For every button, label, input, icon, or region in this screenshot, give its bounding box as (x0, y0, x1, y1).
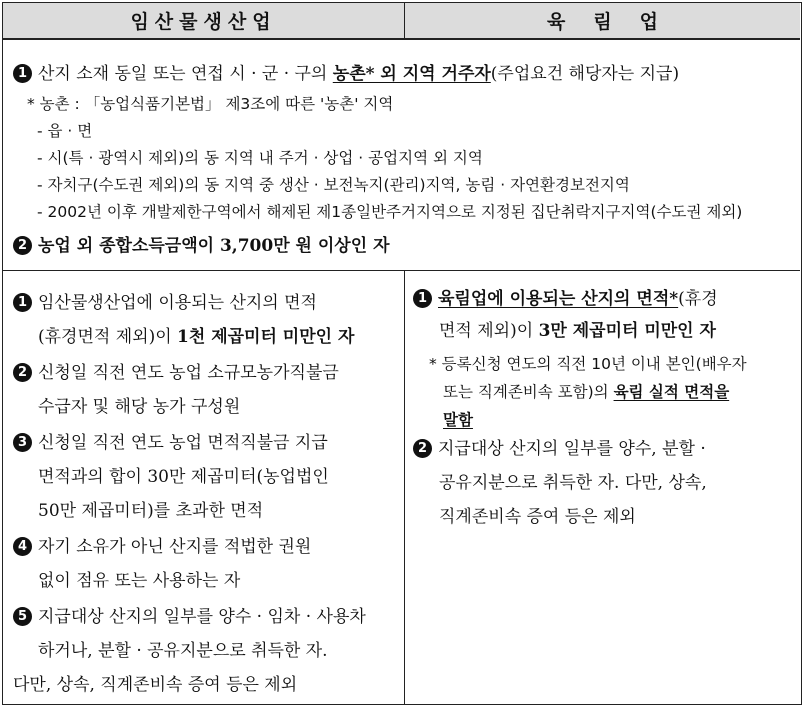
right-item-1-line1: 1 육림업에 이용되는 산지의 면적*(휴경 (413, 287, 718, 311)
left-item-5-line2: 하거나, 분할 · 공유지분으로 취득한 자. (38, 641, 328, 661)
left-item-2-line2: 수급자 및 해당 농가 구성원 (38, 397, 241, 417)
number-badge: 4 (13, 537, 32, 556)
number-badge: 3 (13, 433, 32, 452)
silviculture-column (405, 271, 800, 704)
rural-sub-item: - 시(특 · 광역시 제외)의 동 지역 내 주거 · 상업 · 공업지역 외 지역 (37, 149, 483, 167)
record-area-note-line3: 말함 (443, 411, 473, 429)
left-item-4-line2: 없이 점유 또는 사용하는 자 (38, 571, 241, 591)
left-item-3-line1: 3 신청일 직전 연도 농업 면적직불금 지급 (13, 431, 328, 455)
rural-definition-note: * 농촌 : 「농업식품기본법」 제3조에 따른 '농촌' 지역 (27, 95, 394, 113)
record-area-note-line2: 또는 직계존비속 포함)의 육림 실적 면적을 (443, 383, 730, 401)
number-badge: 2 (413, 439, 432, 458)
common-item-1: 1 산지 소재 동일 또는 연접 시 · 군 · 구의 농촌* 외 지역 거주자(주업요건 해당자는 지급) (13, 62, 679, 86)
rural-sub-item: - 2002년 이후 개발제한구역에서 해제된 제1종일반주거지역으로 지정된 집단취락지구지역(수도권 제외) (37, 203, 743, 221)
number-badge: 2 (13, 236, 32, 255)
left-item-1-line2: (휴경면적 제외)이 1천 제곱미터 미만인 자 (38, 327, 355, 347)
left-item-5-line1: 5 지급대상 산지의 일부를 양수 · 임차 · 사용차 (13, 605, 366, 629)
header-right-label: 육림업 (546, 11, 687, 33)
number-badge: 1 (413, 289, 432, 308)
eligibility-table (2, 2, 802, 705)
right-item-2-line2: 공유지분으로 취득한 자. 다만, 상속, (439, 473, 707, 493)
header-silviculture (405, 3, 800, 39)
header-forest-product-production (3, 3, 405, 39)
forest-product-column (3, 271, 405, 704)
common-item-2: 2 농업 외 종합소득금액이 3,700만 원 이상인 자 (13, 234, 390, 258)
right-item-2-line3: 직계존비속 증여 등은 제외 (439, 507, 636, 527)
number-badge: 5 (13, 607, 32, 626)
right-item-2-line1: 2 지급대상 산지의 일부를 양수, 분할 · (413, 437, 706, 461)
common-requirements-row (3, 39, 800, 271)
left-item-4-line1: 4 자기 소유가 아닌 산지를 적법한 권원 (13, 535, 311, 559)
number-badge: 2 (13, 363, 32, 382)
number-badge: 1 (13, 293, 32, 312)
rural-sub-item: - 읍 · 면 (37, 122, 93, 140)
record-area-note-line1: * 등록신청 연도의 직전 10년 이내 본인(배우자 (429, 355, 747, 373)
left-item-5-line3: 다만, 상속, 직계존비속 증여 등은 제외 (13, 675, 298, 695)
rural-sub-item: - 자치구(수도권 제외)의 동 지역 중 생산 · 보전녹지(관리)지역, 농림 · 자연환경보전지역 (37, 176, 630, 194)
left-item-3-line2: 면적과의 합이 30만 제곱미터(농업법인 (38, 467, 329, 487)
left-item-1-line1: 1 임산물생산업에 이용되는 산지의 면적 (13, 291, 317, 315)
left-item-2-line1: 2 신청일 직전 연도 농업 소규모농가직불금 (13, 361, 339, 385)
right-item-1-line2: 면적 제외)이 3만 제곱미터 미만인 자 (439, 321, 716, 341)
number-badge: 1 (13, 64, 32, 83)
header-left-label: 임산물생산업 (130, 11, 277, 33)
left-item-3-line3: 50만 제곱미터)를 초과한 면적 (38, 501, 264, 521)
